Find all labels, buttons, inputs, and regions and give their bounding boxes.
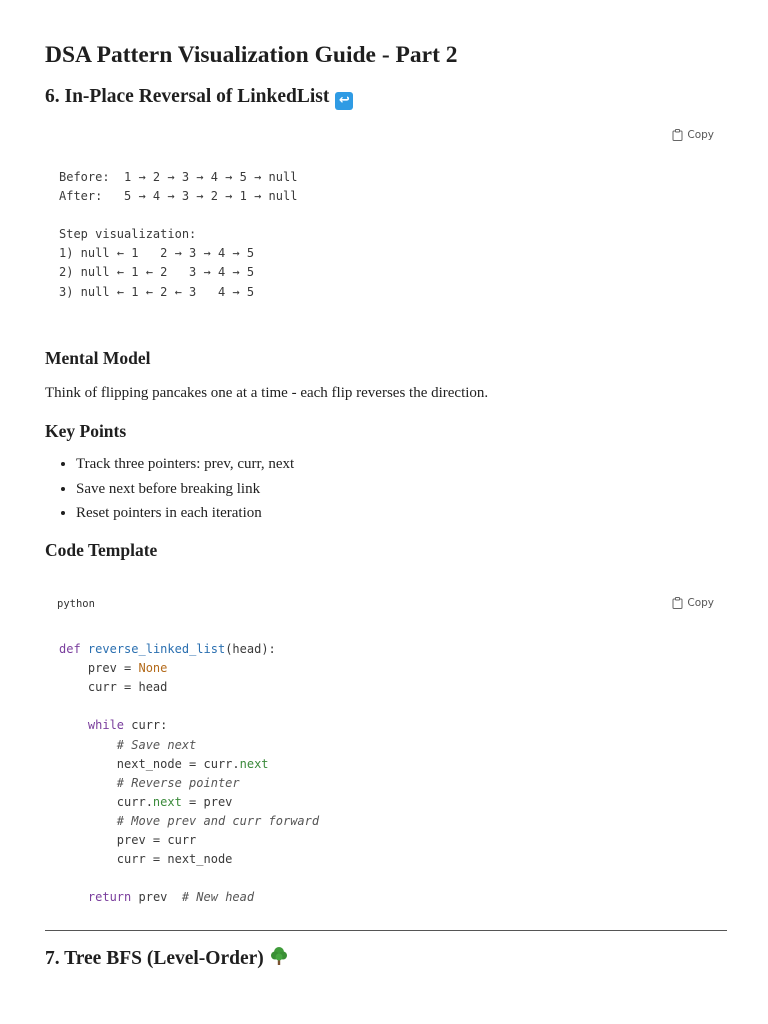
diagram-line-step-1: 1) null ← 1 2 → 3 → 4 → 5 xyxy=(59,246,255,261)
python-code-block xyxy=(45,568,727,930)
section-divider xyxy=(45,930,727,931)
diagram-line-step-2: 2) null ← 1 ← 2 3 → 4 → 5 xyxy=(59,265,255,280)
code-line: curr: xyxy=(124,718,168,733)
diagram-line-after: After: 5 → 4 → 3 → 2 → 1 → null xyxy=(59,189,298,204)
diagram-line-step-3: 3) null ← 1 ← 2 ← 3 4 → 5 xyxy=(59,284,255,299)
language-label: python xyxy=(57,598,95,611)
mental-model-heading: Mental Model xyxy=(45,348,151,368)
code-comment: # Save next xyxy=(116,737,197,752)
reversal-diagram xyxy=(59,168,297,302)
code-template-heading: Code Template xyxy=(45,540,158,561)
code-template xyxy=(59,640,319,907)
mental-model-text: Think of flipping pancakes one at a time - each flip reverses the direction. xyxy=(45,385,489,401)
code-comment: # Reverse pointer xyxy=(116,775,240,790)
section-6-heading xyxy=(45,84,727,110)
code-line: prev = xyxy=(59,661,139,676)
page-title: DSA Pattern Visualization Guide - Part 2 xyxy=(45,42,458,68)
code-line: curr = next_node xyxy=(59,852,233,867)
copy-label: Copy xyxy=(687,129,714,141)
diagram-line-before: Before: 1 → 2 → 3 → 4 → 5 → null xyxy=(59,170,298,184)
copy-button[interactable] xyxy=(672,597,714,609)
section-7-title: 7. Tree BFS (Level-Order) xyxy=(45,948,264,970)
copy-label: Copy xyxy=(687,597,714,610)
attribute-next: next xyxy=(239,756,269,771)
code-comment: # New head xyxy=(181,890,255,905)
diagram-line-step-title: Step visualization: xyxy=(59,227,197,242)
return-arrow-icon: ↩ xyxy=(335,92,353,110)
code-line: curr. xyxy=(59,794,153,809)
diagram-code-block xyxy=(45,120,727,338)
list-item: • Save next before breaking link xyxy=(76,477,727,502)
code-line: next_node = curr. xyxy=(59,756,240,771)
constant-none: None xyxy=(138,661,168,676)
key-points-list xyxy=(45,452,727,526)
keyword-def: def xyxy=(59,642,81,657)
code-line: prev xyxy=(131,890,182,905)
deciduous-tree-icon xyxy=(270,946,288,974)
code-line: = prev xyxy=(181,794,233,809)
function-params: (head): xyxy=(225,642,276,657)
keyword-while: while xyxy=(87,718,125,733)
section-6-title: 6. In-Place Reversal of LinkedList xyxy=(45,86,330,107)
code-line: prev = curr xyxy=(59,833,197,848)
copy-button[interactable] xyxy=(672,129,714,141)
keyword-return: return xyxy=(87,890,132,905)
key-points-heading: Key Points xyxy=(45,421,127,441)
attribute-next: next xyxy=(152,794,182,809)
section-7-heading xyxy=(45,946,727,974)
code-comment: # Move prev and curr forward xyxy=(116,813,320,828)
list-item: • Track three pointers: prev, curr, next xyxy=(76,452,727,477)
function-name: reverse_linked_list xyxy=(87,642,226,657)
list-item: • Reset pointers in each iteration xyxy=(76,501,727,526)
clipboard-icon xyxy=(672,129,683,141)
clipboard-icon xyxy=(672,597,683,609)
code-line: curr = head xyxy=(59,680,168,695)
